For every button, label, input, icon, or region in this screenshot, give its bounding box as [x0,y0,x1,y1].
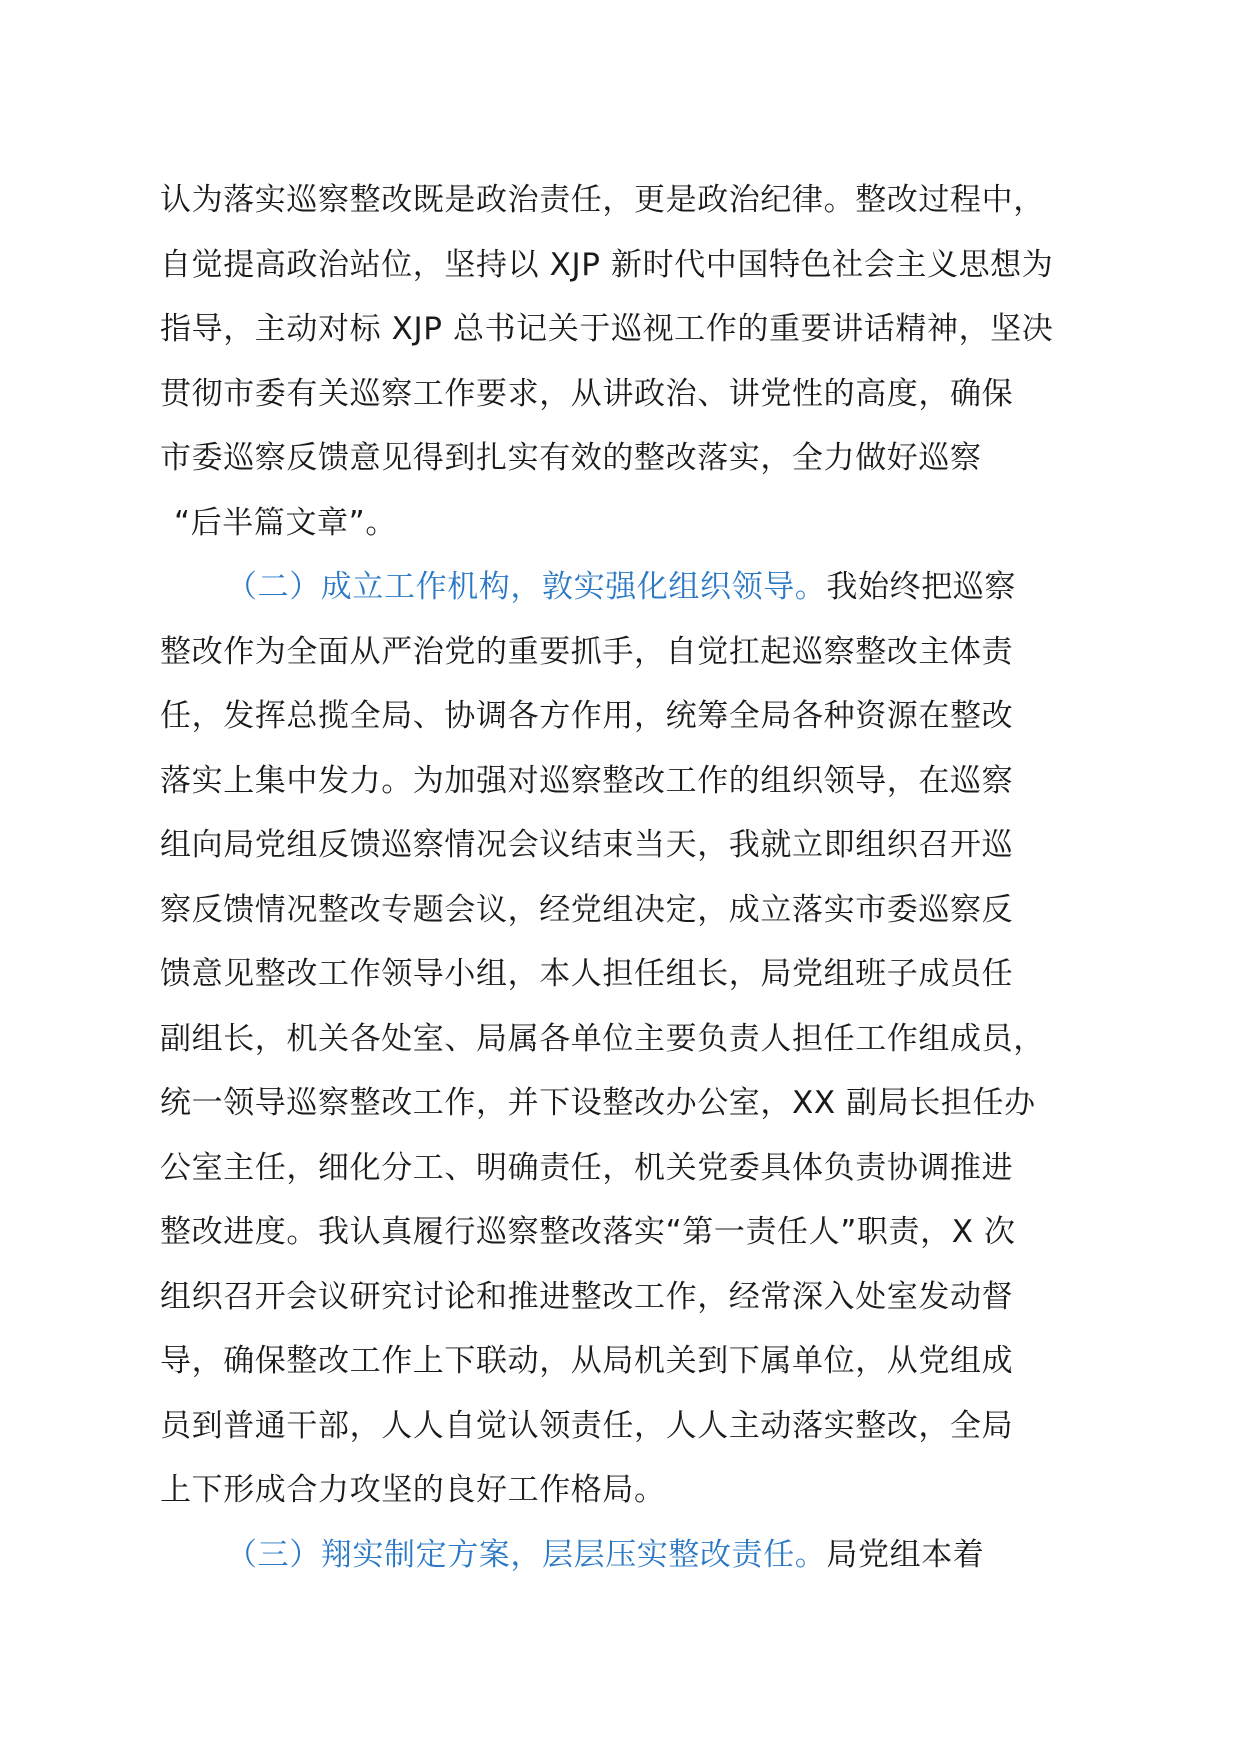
paragraph-line: 组向局党组反馈巡察情况会议结束当天，我就立即组织召开巡 [160,827,1014,863]
paragraph-line: 导，确保整改工作上下联动，从局机关到下属单位，从党组成 [160,1343,1014,1379]
paragraph-line: 认为落实巡察整改既是政治责任，更是政治纪律。整改过程中， [160,182,1045,218]
document-body [160,168,1120,1587]
paragraph-line: “后半篇文章”。 [174,504,397,541]
paragraph-line: 自觉提高政治站位，坚持以 XJP 新时代中国特色社会主义思想为 [160,246,1054,283]
section-3-first-line [160,1523,1120,1588]
paragraph-line: 贯彻市委有关巡察工作要求，从讲政治、讲党性的高度，确保 [160,375,1014,412]
paragraph-line: 整改作为全面从严治党的重要抓手，自觉扛起巡察整改主体责 [160,633,1014,670]
section-2-text: 我始终把巡察 [826,569,1017,605]
paragraph-line: 指导，主动对标 XJP 总书记关于巡视工作的重要讲话精神，坚决 [160,311,1054,347]
paragraph-line: 察反馈情况整改专题会议，经党组决定，成立落实市委巡察反 [160,891,1014,928]
paragraph-line: 组织召开会议研究讨论和推进整改工作，经常深入处室发动督 [160,1278,1014,1315]
paragraph-line: 上下形成合力攻坚的良好工作格局。 [160,1472,666,1508]
paragraph-line: 员到普通干部，人人自觉认领责任，人人主动落实整改，全局 [160,1407,1014,1444]
paragraph-line: 统一领导巡察整改工作，并下设整改办公室，XX 副局长担任办 [160,1085,1036,1121]
section-3-heading: （三）翔实制定方案，层层压实整改责任。 [226,1536,827,1573]
section-2-heading: （二）成立工作机构，敦实强化组织领导。 [226,569,827,605]
paragraph-line: 任，发挥总揽全局、协调各方作用，统筹全局各种资源在整改 [160,698,1014,734]
paragraph-line: 副组长，机关各处室、局属各单位主要负责人担任工作组成员， [160,1020,1045,1057]
section-3-text: 局党组本着 [826,1536,985,1573]
section-2-first-line [160,555,1120,620]
paragraph-line: 公室主任，细化分工、明确责任，机关党委具体负责协调推进 [160,1149,1014,1186]
paragraph-line: 整改进度。我认真履行巡察整改落实“第一责任人”职责，X 次 [160,1214,1016,1250]
paragraph-line: 馈意见整改工作领导小组，本人担任组长，局党组班子成员任 [160,956,1014,992]
paragraph-line: 市委巡察反馈意见得到扎实有效的整改落实，全力做好巡察 [160,440,982,476]
paragraph-line: 落实上集中发力。为加强对巡察整改工作的组织领导，在巡察 [160,762,1014,799]
